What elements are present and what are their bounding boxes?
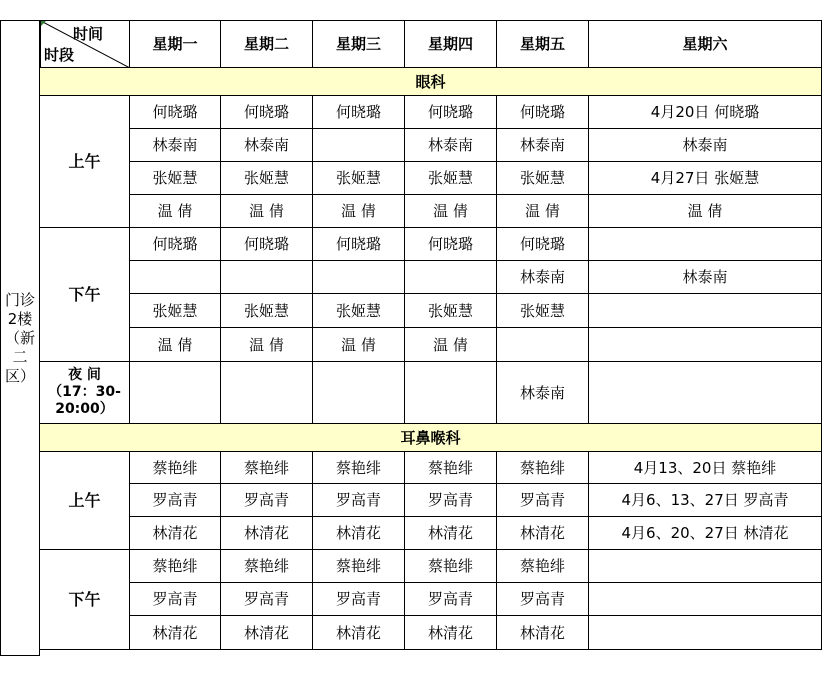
schedule-cell: 林泰南	[589, 261, 822, 294]
schedule-cell: 何晓璐	[313, 96, 405, 129]
schedule-cell: 张姬慧	[130, 162, 221, 195]
schedule-cell: 张姬慧	[405, 294, 497, 328]
schedule-cell: 林泰南	[589, 129, 822, 162]
schedule-cell: 4月20日 何晓璐	[589, 96, 822, 129]
schedule-cell	[313, 362, 405, 424]
corner-label-period: 时段	[44, 46, 75, 64]
schedule-cell: 温 倩	[221, 328, 313, 362]
header-day-1: 星期一	[130, 20, 221, 68]
schedule-cell	[589, 362, 822, 424]
schedule-cell: 蔡艳绯	[130, 452, 221, 484]
schedule-cell: 4月6、13、27日 罗高青	[589, 484, 822, 517]
schedule-cell: 罗高青	[497, 484, 589, 517]
schedule-cell: 罗高青	[130, 583, 221, 616]
header-day-6: 星期六	[589, 20, 822, 68]
corner-label-time: 时间	[72, 25, 103, 43]
schedule-cell: 蔡艳绯	[221, 452, 313, 484]
schedule-cell: 罗高青	[313, 583, 405, 616]
schedule-cell: 张姬慧	[497, 162, 589, 195]
dept-header: 耳鼻喉科	[40, 424, 822, 452]
period-label: 上午	[40, 96, 130, 228]
header-day-4: 星期四	[405, 20, 497, 68]
header-corner-cell	[40, 20, 130, 68]
schedule-cell: 林清花	[221, 616, 313, 650]
schedule-cell: 何晓璐	[130, 228, 221, 261]
schedule-cell	[130, 362, 221, 424]
schedule-cell: 蔡艳绯	[405, 550, 497, 583]
schedule-cell: 林清花	[405, 616, 497, 650]
schedule-cell	[405, 261, 497, 294]
schedule-cell: 温 倩	[589, 195, 822, 228]
header-day-3: 星期三	[313, 20, 405, 68]
schedule-cell: 何晓璐	[405, 228, 497, 261]
schedule-cell: 罗高青	[405, 583, 497, 616]
schedule-cell: 4月13、20日 蔡艳绯	[589, 452, 822, 484]
period-label: 下午	[40, 550, 130, 650]
period-label: 上午	[40, 452, 130, 550]
schedule-cell: 林清花	[313, 616, 405, 650]
schedule-cell: 温 倩	[405, 328, 497, 362]
schedule-cell: 温 倩	[313, 195, 405, 228]
schedule-cell: 林泰南	[497, 129, 589, 162]
schedule-cell: 林清花	[497, 616, 589, 650]
schedule-cell: 林清花	[130, 616, 221, 650]
schedule-cell: 张姬慧	[497, 294, 589, 328]
schedule-cell: 林泰南	[221, 129, 313, 162]
schedule-cell: 蔡艳绯	[130, 550, 221, 583]
schedule-cell	[589, 550, 822, 583]
schedule-cell: 张姬慧	[130, 294, 221, 328]
schedule-cell: 蔡艳绯	[497, 550, 589, 583]
schedule-cell: 蔡艳绯	[405, 452, 497, 484]
schedule-cell: 张姬慧	[405, 162, 497, 195]
schedule-cell	[405, 362, 497, 424]
schedule-cell: 林泰南	[405, 129, 497, 162]
schedule-cell: 蔡艳绯	[497, 452, 589, 484]
schedule-cell	[313, 261, 405, 294]
schedule-cell: 罗高青	[221, 583, 313, 616]
schedule-cell: 罗高青	[130, 484, 221, 517]
schedule-cell: 温 倩	[497, 195, 589, 228]
schedule-cell: 罗高青	[497, 583, 589, 616]
schedule-cell: 温 倩	[405, 195, 497, 228]
schedule-cell: 林清花	[497, 517, 589, 550]
schedule-cell: 蔡艳绯	[313, 550, 405, 583]
schedule-cell: 罗高青	[313, 484, 405, 517]
schedule-cell: 4月6、20、27日 林清花	[589, 517, 822, 550]
schedule-cell	[497, 328, 589, 362]
schedule-cell: 4月27日 张姬慧	[589, 162, 822, 195]
schedule-cell: 罗高青	[221, 484, 313, 517]
schedule-cell: 林清花	[221, 517, 313, 550]
period-label: 夜 间 （17：30- 20:00）	[40, 362, 130, 424]
schedule-cell: 温 倩	[313, 328, 405, 362]
schedule-cell: 何晓璐	[221, 228, 313, 261]
schedule-cell	[221, 261, 313, 294]
schedule-cell: 林泰南	[497, 261, 589, 294]
schedule-cell	[589, 583, 822, 616]
period-label: 下午	[40, 228, 130, 362]
schedule-cell	[589, 228, 822, 261]
schedule-cell: 林清花	[405, 517, 497, 550]
schedule-cell: 蔡艳绯	[221, 550, 313, 583]
schedule-cell	[313, 129, 405, 162]
schedule-cell	[589, 294, 822, 328]
schedule-cell: 蔡艳绯	[313, 452, 405, 484]
schedule-cell: 林泰南	[130, 129, 221, 162]
schedule-cell: 张姬慧	[313, 162, 405, 195]
schedule-cell: 罗高青	[405, 484, 497, 517]
schedule-cell: 张姬慧	[313, 294, 405, 328]
schedule-cell: 林清花	[130, 517, 221, 550]
cell-comment-marker-icon	[41, 21, 46, 26]
schedule-cell	[130, 261, 221, 294]
header-day-5: 星期五	[497, 20, 589, 68]
location-cell: 门诊 2楼 （新 二 区）	[0, 20, 40, 656]
schedule-cell: 张姬慧	[221, 294, 313, 328]
schedule-cell: 何晓璐	[497, 96, 589, 129]
schedule-cell	[589, 616, 822, 650]
schedule-cell: 温 倩	[130, 195, 221, 228]
schedule-cell: 温 倩	[221, 195, 313, 228]
schedule-cell: 张姬慧	[221, 162, 313, 195]
schedule-cell: 何晓璐	[497, 228, 589, 261]
schedule-cell: 何晓璐	[130, 96, 221, 129]
schedule-cell: 何晓璐	[221, 96, 313, 129]
header-day-2: 星期二	[221, 20, 313, 68]
dept-header: 眼科	[40, 68, 822, 96]
schedule-cell: 林清花	[313, 517, 405, 550]
schedule-cell	[221, 362, 313, 424]
schedule-cell	[589, 328, 822, 362]
schedule-cell: 温 倩	[130, 328, 221, 362]
schedule-cell: 林泰南	[497, 362, 589, 424]
schedule-cell: 何晓璐	[405, 96, 497, 129]
schedule-cell: 何晓璐	[313, 228, 405, 261]
